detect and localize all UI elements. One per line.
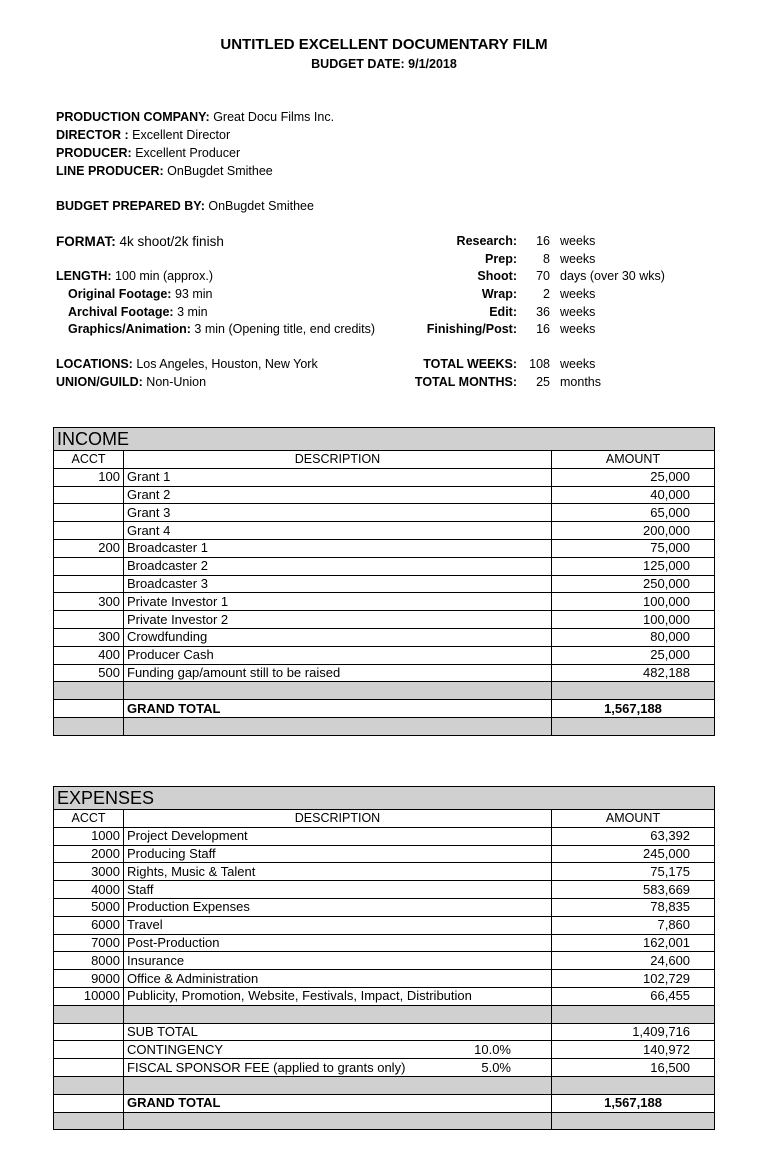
production-company-label: PRODUCTION COMPANY: bbox=[56, 110, 210, 124]
acct-cell: 100 bbox=[54, 468, 124, 486]
acct-cell bbox=[54, 575, 124, 593]
budget-date-value: 9/1/2018 bbox=[408, 57, 457, 71]
table-row bbox=[54, 916, 715, 934]
subtotal-label: SUB TOTAL bbox=[124, 1023, 552, 1041]
table-row bbox=[54, 646, 715, 664]
table-row bbox=[54, 898, 715, 916]
archival-footage-value: 3 min bbox=[177, 305, 208, 319]
acct-cell bbox=[54, 557, 124, 575]
amount-cell: 75,175 bbox=[552, 863, 715, 881]
director-value: Excellent Director bbox=[132, 128, 231, 142]
document-title: UNTITLED EXCELLENT DOCUMENTARY FILM bbox=[220, 36, 548, 53]
amount-cell: 482,188 bbox=[552, 664, 715, 682]
total-weeks-label: TOTAL WEEKS: bbox=[423, 357, 517, 371]
acct-cell: 200 bbox=[54, 539, 124, 557]
prepared-by-label: BUDGET PREPARED BY: bbox=[56, 199, 205, 213]
line-producer-label: LINE PRODUCER: bbox=[56, 164, 164, 178]
union-line bbox=[56, 375, 206, 389]
table-row bbox=[54, 557, 715, 575]
table-row bbox=[54, 611, 715, 629]
format-line bbox=[56, 234, 224, 249]
description-cell: Rights, Music & Talent bbox=[124, 863, 552, 881]
description-cell: Funding gap/amount still to be raised bbox=[124, 664, 552, 682]
acct-cell: 300 bbox=[54, 628, 124, 646]
amount-cell: 250,000 bbox=[552, 575, 715, 593]
table-row bbox=[54, 468, 715, 486]
description-cell: Producer Cash bbox=[124, 646, 552, 664]
table-row bbox=[54, 970, 715, 988]
amount-cell: 78,835 bbox=[552, 898, 715, 916]
graphics-label: Graphics/Animation: bbox=[68, 322, 191, 336]
budget-date-label: BUDGET DATE: bbox=[311, 57, 405, 71]
locations-line bbox=[56, 357, 318, 371]
acct-cell bbox=[54, 504, 124, 522]
expenses-grand-total-row bbox=[54, 1094, 715, 1112]
original-footage-label: Original Footage: bbox=[68, 287, 172, 301]
amount-cell: 25,000 bbox=[552, 468, 715, 486]
amount-cell: 7,860 bbox=[552, 916, 715, 934]
schedule-unit: weeks bbox=[560, 305, 596, 319]
archival-footage-line bbox=[68, 305, 208, 319]
prepared-by-line bbox=[56, 199, 314, 213]
acct-cell: 7000 bbox=[54, 934, 124, 952]
subtotal-row bbox=[54, 1023, 715, 1041]
spacer-row bbox=[54, 682, 715, 700]
acct-cell: 300 bbox=[54, 593, 124, 611]
col-amount: AMOUNT bbox=[552, 810, 715, 828]
schedule-unit: weeks bbox=[560, 322, 596, 336]
archival-footage-label: Archival Footage: bbox=[68, 305, 174, 319]
format-value: 4k shoot/2k finish bbox=[119, 234, 224, 249]
acct-cell: 4000 bbox=[54, 881, 124, 899]
description-cell: Production Expenses bbox=[124, 898, 552, 916]
amount-cell: 100,000 bbox=[552, 593, 715, 611]
line-producer-value: OnBugdet Smithee bbox=[167, 164, 273, 178]
schedule-unit: weeks bbox=[560, 287, 596, 301]
col-description: DESCRIPTION bbox=[124, 810, 552, 828]
format-label: FORMAT: bbox=[56, 234, 116, 249]
union-label: UNION/GUILD: bbox=[56, 375, 143, 389]
amount-cell: 125,000 bbox=[552, 557, 715, 575]
producer-value: Excellent Producer bbox=[135, 146, 241, 160]
description-cell: Insurance bbox=[124, 952, 552, 970]
contingency-value: 140,972 bbox=[552, 1041, 715, 1059]
table-row bbox=[54, 952, 715, 970]
length-value: 100 min (approx.) bbox=[115, 269, 214, 283]
grand-total-value: 1,567,188 bbox=[552, 1094, 715, 1112]
graphics-line bbox=[68, 322, 375, 336]
total-months-label: TOTAL MONTHS: bbox=[414, 375, 517, 389]
description-cell: Grant 3 bbox=[124, 504, 552, 522]
acct-cell: 8000 bbox=[54, 952, 124, 970]
schedule-label: Wrap: bbox=[481, 287, 517, 301]
fiscal-sponsor-row bbox=[54, 1059, 715, 1077]
spacer-row bbox=[54, 717, 715, 735]
acct-cell: 5000 bbox=[54, 898, 124, 916]
amount-cell: 100,000 bbox=[552, 611, 715, 629]
grand-total-label: GRAND TOTAL bbox=[124, 1094, 552, 1112]
acct-cell: 1000 bbox=[54, 827, 124, 845]
expenses-table bbox=[53, 786, 715, 1130]
table-row bbox=[54, 575, 715, 593]
expenses-header-row bbox=[54, 787, 715, 810]
schedule-unit: weeks bbox=[560, 252, 596, 266]
schedule-value: 8 bbox=[543, 252, 550, 266]
amount-cell: 40,000 bbox=[552, 486, 715, 504]
table-row bbox=[54, 486, 715, 504]
schedule-label: Prep: bbox=[485, 252, 517, 266]
description-cell: Travel bbox=[124, 916, 552, 934]
acct-cell bbox=[54, 611, 124, 629]
table-row bbox=[54, 827, 715, 845]
acct-cell bbox=[54, 522, 124, 540]
prepared-by-value: OnBugdet Smithee bbox=[208, 199, 314, 213]
description-cell: Private Investor 2 bbox=[124, 611, 552, 629]
fiscal-sponsor-percent: 5.0% bbox=[481, 1059, 511, 1075]
schedule-label: Edit: bbox=[489, 305, 517, 319]
description-cell: Publicity, Promotion, Website, Festivals, Impact, Distribution bbox=[124, 987, 552, 1005]
union-value: Non-Union bbox=[146, 375, 207, 389]
spacer-row bbox=[54, 1005, 715, 1023]
total-months-value: 25 bbox=[536, 375, 550, 389]
acct-cell: 500 bbox=[54, 664, 124, 682]
table-row bbox=[54, 863, 715, 881]
expenses-header: EXPENSES bbox=[54, 787, 715, 810]
schedule-label: Research: bbox=[456, 234, 517, 248]
acct-cell: 2000 bbox=[54, 845, 124, 863]
income-column-headers bbox=[54, 451, 715, 469]
fiscal-sponsor-value: 16,500 bbox=[552, 1059, 715, 1077]
spacer-row bbox=[54, 1076, 715, 1094]
original-footage-line bbox=[68, 287, 213, 301]
line-producer-line bbox=[56, 164, 273, 178]
table-row bbox=[54, 664, 715, 682]
table-row bbox=[54, 539, 715, 557]
total-months-unit: months bbox=[560, 375, 601, 389]
original-footage-value: 93 min bbox=[174, 287, 213, 301]
col-description: DESCRIPTION bbox=[124, 451, 552, 469]
schedule-label: Shoot: bbox=[477, 269, 517, 283]
col-amount: AMOUNT bbox=[552, 451, 715, 469]
producer-label: PRODUCER: bbox=[56, 146, 132, 160]
description-cell: Broadcaster 2 bbox=[124, 557, 552, 575]
amount-cell: 200,000 bbox=[552, 522, 715, 540]
col-acct: ACCT bbox=[54, 451, 124, 469]
schedule-value: 2 bbox=[543, 287, 550, 301]
schedule-unit: weeks bbox=[560, 234, 596, 248]
income-grand-total-row bbox=[54, 700, 715, 718]
amount-cell: 63,392 bbox=[552, 827, 715, 845]
description-cell: Broadcaster 3 bbox=[124, 575, 552, 593]
amount-cell: 66,455 bbox=[552, 987, 715, 1005]
description-cell: Project Development bbox=[124, 827, 552, 845]
budget-date-line bbox=[0, 57, 768, 71]
contingency-label: CONTINGENCY bbox=[127, 1041, 224, 1057]
acct-cell: 3000 bbox=[54, 863, 124, 881]
description-cell: Private Investor 1 bbox=[124, 593, 552, 611]
spacer-row bbox=[54, 1112, 715, 1130]
description-cell: Broadcaster 1 bbox=[124, 539, 552, 557]
description-cell: Grant 2 bbox=[124, 486, 552, 504]
amount-cell: 25,000 bbox=[552, 646, 715, 664]
locations-label: LOCATIONS: bbox=[56, 357, 133, 371]
producer-line bbox=[56, 146, 240, 160]
acct-cell: 9000 bbox=[54, 970, 124, 988]
subtotal-value: 1,409,716 bbox=[552, 1023, 715, 1041]
table-row bbox=[54, 934, 715, 952]
amount-cell: 65,000 bbox=[552, 504, 715, 522]
schedule-value: 36 bbox=[536, 305, 550, 319]
acct-cell: 400 bbox=[54, 646, 124, 664]
grand-total-value: 1,567,188 bbox=[552, 700, 715, 718]
description-cell: Grant 4 bbox=[124, 522, 552, 540]
income-header-row bbox=[54, 428, 715, 451]
table-row bbox=[54, 522, 715, 540]
description-cell: Staff bbox=[124, 881, 552, 899]
amount-cell: 75,000 bbox=[552, 539, 715, 557]
table-row bbox=[54, 593, 715, 611]
amount-cell: 102,729 bbox=[552, 970, 715, 988]
amount-cell: 24,600 bbox=[552, 952, 715, 970]
income-header: INCOME bbox=[54, 428, 715, 451]
table-row bbox=[54, 845, 715, 863]
contingency-row bbox=[54, 1041, 715, 1059]
expenses-column-headers bbox=[54, 810, 715, 828]
col-acct: ACCT bbox=[54, 810, 124, 828]
amount-cell: 162,001 bbox=[552, 934, 715, 952]
table-row bbox=[54, 881, 715, 899]
income-table bbox=[53, 427, 715, 736]
schedule-value: 16 bbox=[536, 322, 550, 336]
director-label: DIRECTOR : bbox=[56, 128, 129, 142]
production-company-line bbox=[56, 110, 334, 124]
acct-cell: 10000 bbox=[54, 987, 124, 1005]
schedule-unit: days (over 30 wks) bbox=[560, 269, 665, 283]
table-row bbox=[54, 504, 715, 522]
schedule-value: 70 bbox=[536, 269, 550, 283]
total-weeks-unit: weeks bbox=[560, 357, 596, 371]
amount-cell: 583,669 bbox=[552, 881, 715, 899]
length-line bbox=[56, 269, 213, 283]
description-cell: Office & Administration bbox=[124, 970, 552, 988]
description-cell: Grant 1 bbox=[124, 468, 552, 486]
total-weeks-value: 108 bbox=[529, 357, 550, 371]
locations-value: Los Angeles, Houston, New York bbox=[136, 357, 318, 371]
production-company-value: Great Docu Films Inc. bbox=[213, 110, 335, 124]
amount-cell: 245,000 bbox=[552, 845, 715, 863]
length-label: LENGTH: bbox=[56, 269, 112, 283]
schedule-label: Finishing/Post: bbox=[426, 322, 517, 336]
grand-total-label: GRAND TOTAL bbox=[124, 700, 552, 718]
table-row bbox=[54, 628, 715, 646]
schedule-value: 16 bbox=[536, 234, 550, 248]
acct-cell bbox=[54, 486, 124, 504]
table-row bbox=[54, 987, 715, 1005]
contingency-percent: 10.0% bbox=[474, 1041, 511, 1057]
amount-cell: 80,000 bbox=[552, 628, 715, 646]
description-cell: Crowdfunding bbox=[124, 628, 552, 646]
description-cell: Producing Staff bbox=[124, 845, 552, 863]
acct-cell: 6000 bbox=[54, 916, 124, 934]
director-line bbox=[56, 128, 230, 142]
description-cell: Post-Production bbox=[124, 934, 552, 952]
fiscal-sponsor-label: FISCAL SPONSOR FEE (applied to grants only) bbox=[127, 1059, 406, 1075]
graphics-value: 3 min (Opening title, end credits) bbox=[194, 322, 376, 336]
